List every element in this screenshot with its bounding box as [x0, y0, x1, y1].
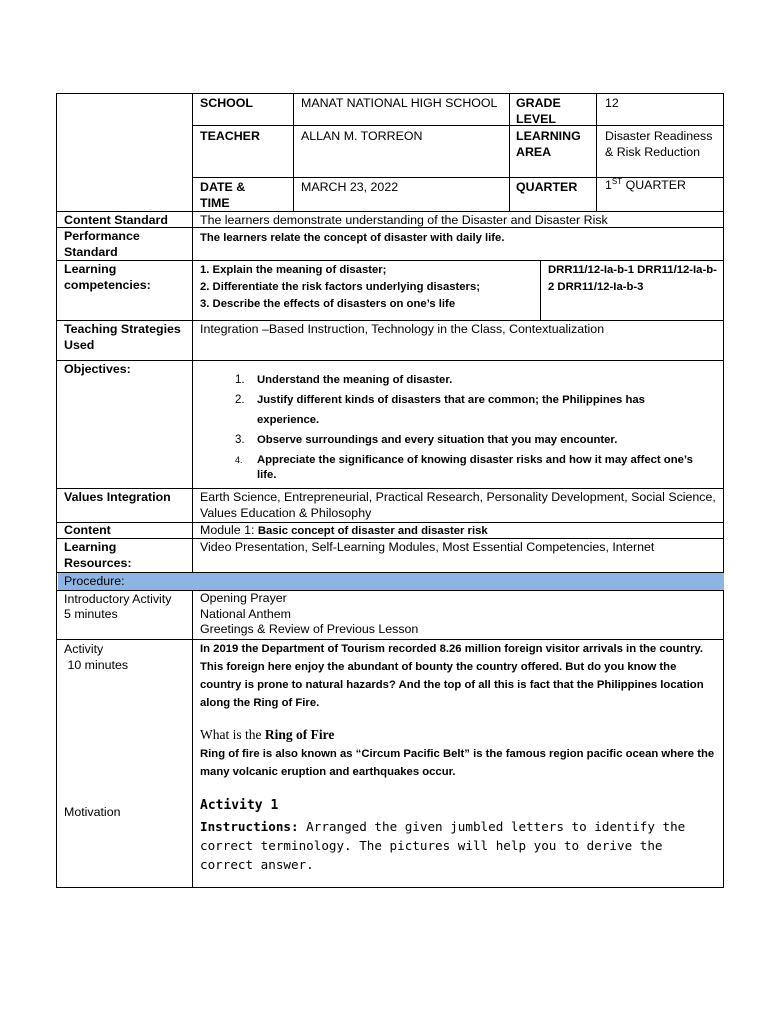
quarter-value: 1ST QUARTER — [605, 176, 686, 192]
objectives-list — [235, 370, 705, 483]
competency-item: 3. Describe the effects of disasters on one’s life — [200, 298, 456, 310]
area-value: Disaster Readiness & Risk Reduction — [605, 129, 713, 159]
quarter-label: QUARTER — [516, 180, 578, 194]
values-value: Earth Science, Entrepreneurial, Practical Research, Personality Development, Social Science, Values Education & Philosophy — [200, 490, 716, 520]
motivation-label: Motivation — [64, 805, 121, 819]
activity-label: Activity — [64, 642, 104, 656]
strategies-value: Integration –Based Instruction, Technology in the Class, Contextualization — [200, 322, 605, 336]
grade-label: GRADE LEVEL — [516, 96, 561, 126]
school-value: MANAT NATIONAL HIGH SCHOOL — [301, 96, 498, 110]
competencies-list — [200, 262, 480, 313]
competency-item: 1. Explain the meaning of disaster; — [200, 264, 387, 276]
intro-item: Greetings & Review of Previous Lesson — [200, 622, 419, 636]
ring-definition: Ring of fire is also known as “Circum Pacific Belt” is the famous region pacific ocean where the many volcanic eruption and earthquakes occur. — [200, 748, 715, 778]
content-label: Content — [64, 523, 111, 537]
objective-item: 4. Appreciate the significance of knowing disaster risks and how it may affect one’s life. — [235, 454, 693, 481]
procedure-label: Procedure: — [64, 574, 125, 588]
activity-paragraph: In 2019 the Department of Tourism recorded 8.26 million foreign visitor arrivals in the country. This foreign here enjoy the abundant of bounty the country offered. But do you know the country is prone to natural hazards? And the top of all this is fact that the Philippines location along the Ring of Fire. — [200, 643, 704, 709]
objective-item: 2. Justify different kinds of disasters that are common; the Philippines has experience. — [235, 394, 645, 426]
teacher-value: ALLAN M. TORREON — [301, 129, 423, 143]
competencies-label: Learning competencies: — [64, 262, 151, 292]
procedure-bar — [58, 573, 724, 590]
activity1-title: Activity 1 — [200, 798, 279, 813]
competency-item: 2. Differentiate the risk factors underlying disasters; — [200, 281, 480, 293]
date-value: MARCH 23, 2022 — [301, 180, 399, 194]
performance-value: The learners relate the concept of disaster with daily life. — [200, 232, 505, 244]
content-standard-label: Content Standard — [64, 213, 168, 227]
date-label: DATE & TIME — [200, 180, 246, 210]
instructions-text: Instructions: Arranged the given jumbled letters to identify the correct terminology. The pictures will help you to derive the correct answer. — [200, 819, 686, 872]
area-label: LEARNING AREA — [516, 129, 581, 159]
intro-list — [200, 591, 418, 638]
intro-item: National Anthem — [200, 606, 291, 621]
content-standard-value: The learners demonstrate understanding of the Disaster and Disaster Risk — [200, 213, 608, 227]
objective-item: 3. Observe surroundings and every situation that you may encounter. — [235, 434, 618, 446]
grade-value: 12 — [605, 96, 619, 110]
content-value: Module 1: Basic concept of disaster and disaster risk — [200, 523, 488, 537]
intro-item: Opening Prayer — [200, 591, 287, 605]
strategies-label: Teaching Strategies Used — [64, 322, 181, 352]
school-label: SCHOOL — [200, 96, 254, 110]
resources-label: Learning Resources: — [64, 540, 132, 570]
values-label: Values Integration — [64, 490, 171, 504]
lesson-plan-table — [56, 93, 724, 888]
objectives-label: Objectives: — [64, 362, 131, 376]
ring-heading: What is the Ring of Fire — [200, 727, 335, 742]
activity-time: 10 minutes — [64, 658, 129, 672]
intro-time: 5 minutes — [64, 607, 118, 621]
performance-label: Performance Standard — [64, 229, 140, 259]
resources-value: Video Presentation, Self-Learning Modules, Most Essential Competencies, Internet — [200, 540, 655, 554]
intro-label: Introductory Activity — [64, 592, 172, 606]
teacher-label: TEACHER — [200, 129, 260, 143]
objective-item: 1. Understand the meaning of disaster. — [235, 374, 453, 386]
competency-codes: DRR11/12-Ia-b-1 DRR11/12-Ia-b-2 DRR11/12-Ia-b-3 — [548, 264, 717, 293]
